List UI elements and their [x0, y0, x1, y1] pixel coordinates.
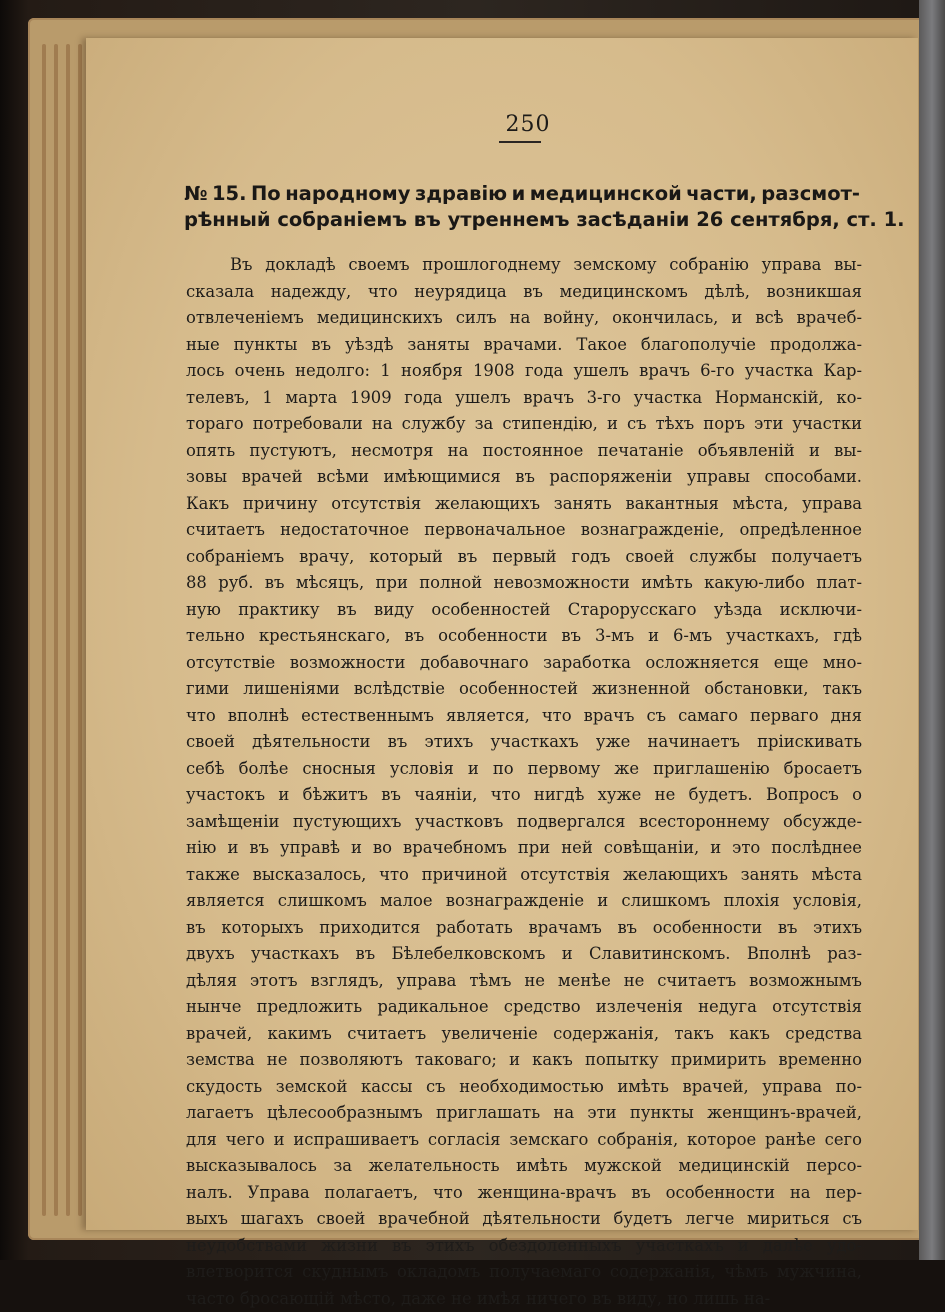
text-line: неудобствами жизни въ этихъ обездоленныхъ участкахъ и далѣе удо- — [186, 1233, 862, 1260]
page-number: 250 — [498, 112, 558, 137]
text-line: телевъ, 1 марта 1909 года ушелъ врачъ 3-го участка Норманскій, ко- — [186, 385, 862, 412]
text-line: нынче предложить радикальное средство излеченія недуга отсутствія — [186, 994, 862, 1021]
text-line: часто бросающій мѣсто, даже не имѣя ничего въ виду, но лишь на- — [186, 1286, 862, 1312]
text-line: собраніемъ врачу, который въ первый годъ своей службы получаетъ — [186, 544, 862, 571]
body-text — [186, 252, 862, 1312]
text-line: тельно крестьянскаго, въ особенности въ 3-мъ и 6-мъ участкахъ, гдѣ — [186, 623, 862, 650]
text-line: врачей, какимъ считаетъ увеличеніе содержанія, такъ какъ средства — [186, 1021, 862, 1048]
text-line: тораго потребовали на службу за стипендію, и съ тѣхъ поръ эти участки — [186, 411, 862, 438]
text-line: считаетъ недостаточное первоначальное вознагражденіе, опредѣленное — [186, 517, 862, 544]
text-line: опять пустуютъ, несмотря на постоянное печатаніе объявленій и вы- — [186, 438, 862, 465]
page-edge — [54, 44, 58, 1216]
text-line: зовы врачей всѣми имѣющимися въ распоряженіи управы способами. — [186, 464, 862, 491]
title-line: № 15. По народному здравію и медицинской части, разсмот- — [184, 181, 860, 207]
text-line: сказала надежду, что неурядица въ медицинскомъ дѣлѣ, возникшая — [186, 279, 862, 306]
text-line: участокъ и бѣжитъ въ чаяніи, что нигдѣ хуже не будетъ. Вопросъ о — [186, 782, 862, 809]
page-edge — [42, 44, 46, 1216]
text-line: отсутствіе возможности добавочнаго заработка осложняется еще мно- — [186, 650, 862, 677]
text-line: ную практику въ виду особенностей Старорусскаго уѣзда исключи- — [186, 597, 862, 624]
text-line: себѣ болѣе сносныя условія и по первому же приглашенію бросаетъ — [186, 756, 862, 783]
text-line: нію и въ управѣ и во врачебномъ при ней совѣщаніи, и это послѣднее — [186, 835, 862, 862]
text-line: своей дѣятельности въ этихъ участкахъ уже начинаетъ пріискивать — [186, 729, 862, 756]
text-line: ные пункты въ уѣздѣ заняты врачами. Такое благополучіе продолжа- — [186, 332, 862, 359]
text-line: земства не позволяютъ таковаго; и какъ попытку примирить временно — [186, 1047, 862, 1074]
page-edge — [66, 44, 70, 1216]
page-number-rule — [499, 141, 541, 143]
text-line: лось очень недолго: 1 ноября 1908 года ушелъ врачъ 6-го участка Кар- — [186, 358, 862, 385]
title-line: рѣнный собраніемъ въ утреннемъ засѣданіи 26 сентября, ст. 1. — [184, 207, 860, 233]
text-line: что вполнѣ естественнымъ является, что врачъ съ самаго перваго дня — [186, 703, 862, 730]
text-line: гими лишеніями вслѣдствіе особенностей жизненной обстановки, такъ — [186, 676, 862, 703]
text-line: Какъ причину отсутствія желающихъ занять вакантныя мѣста, управа — [186, 491, 862, 518]
text-line: налъ. Управа полагаетъ, что женщина-врачъ въ особенности на пер- — [186, 1180, 862, 1207]
text-line: скудость земской кассы съ необходимостью имѣть врачей, управа по- — [186, 1074, 862, 1101]
text-line: отвлеченіемъ медицинскихъ силъ на войну, окончилась, и всѣ врачеб- — [186, 305, 862, 332]
right-binding-strip — [919, 0, 945, 1260]
text-line: дѣляя этотъ взглядъ, управа тѣмъ не менѣе не считаетъ возможнымъ — [186, 968, 862, 995]
text-line: замѣщеніи пустующихъ участковъ подвергался всестороннему обсужде- — [186, 809, 862, 836]
text-line: также высказалось, что причиной отсутствія желающихъ занять мѣста — [186, 862, 862, 889]
text-line: влетворится скуднымъ окладомъ получаемаго содержанія, чѣмъ мужчина, — [186, 1259, 862, 1286]
text-line: 88 руб. въ мѣсяцъ, при полной невозможности имѣть какую-либо плат- — [186, 570, 862, 597]
text-line: для чего и испрашиваетъ согласія земскаго собранія, которое ранѣе сего — [186, 1127, 862, 1154]
text-line: высказывалось за желательность имѣть мужской медицинскій персо- — [186, 1153, 862, 1180]
text-line: лагаетъ цѣлесообразнымъ приглашать на эти пункты женщинъ-врачей, — [186, 1100, 862, 1127]
text-line: является слишкомъ малое вознагражденіе и слишкомъ плохія условія, — [186, 888, 862, 915]
text-line: выхъ шагахъ своей врачебной дѣятельности будетъ легче мириться съ — [186, 1206, 862, 1233]
text-line: Въ докладѣ своемъ прошлогоднему земскому собранію управа вы- — [186, 252, 862, 279]
page-edge — [78, 44, 82, 1216]
text-line: въ которыхъ приходится работать врачамъ въ особенности въ этихъ — [186, 915, 862, 942]
section-title — [184, 181, 860, 233]
text-line: двухъ участкахъ въ Бѣлебелковскомъ и Славитинскомъ. Вполнѣ раз- — [186, 941, 862, 968]
